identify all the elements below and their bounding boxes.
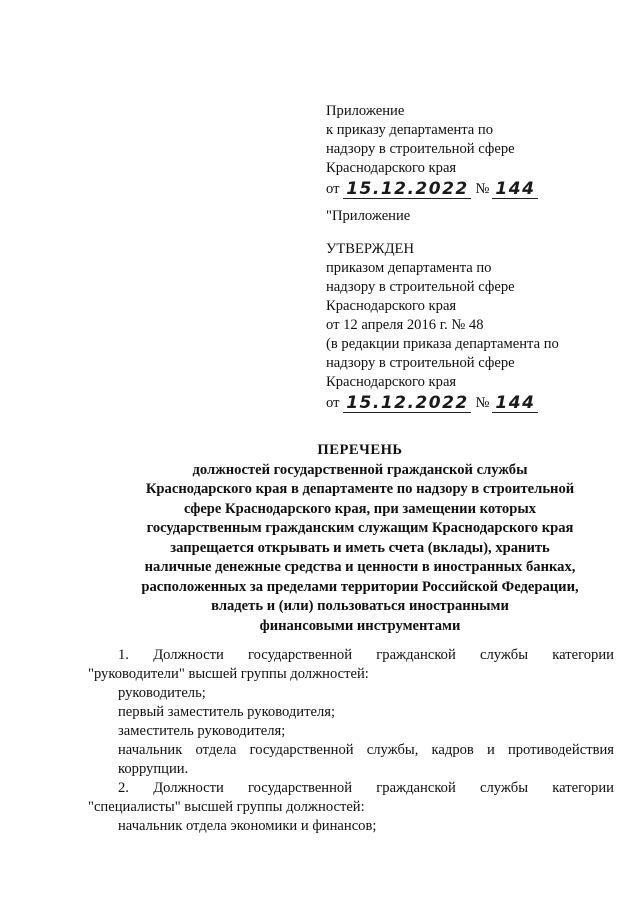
title-line: Краснодарского края в департаменте по надзору в строительной xyxy=(145,481,575,497)
item-1-continuation: "руководители" высшей группы должностей: xyxy=(88,666,369,682)
item-number: 1. xyxy=(118,647,129,663)
date-prefix: от xyxy=(326,181,340,197)
item-word: категории xyxy=(552,647,614,663)
item-2-continuation: "специалисты" высшей группы должностей: xyxy=(88,799,365,815)
title-line: запрещается открывать и иметь счета (вклады), хранить xyxy=(170,539,550,556)
handwritten-number: 144 xyxy=(492,180,538,199)
title-line: государственным гражданским служащим Краснодарского края xyxy=(146,520,574,536)
list-item: начальник отдела экономики и финансов; xyxy=(118,818,377,834)
approved-line: (в редакции приказа департамента по xyxy=(326,336,559,352)
appendix-header xyxy=(326,102,626,199)
approved-line: надзору в строительной сфере xyxy=(326,279,515,295)
list-item: заместитель руководителя; xyxy=(118,723,286,739)
handwritten-date: 15.12.2022 xyxy=(343,180,471,199)
appendix-line: к приказу департамента по xyxy=(326,122,494,138)
document-title xyxy=(100,441,620,636)
item-word: службы xyxy=(480,780,529,796)
title-heading: ПЕРЕЧЕНЬ xyxy=(317,442,403,458)
item-2-heading xyxy=(88,779,614,798)
list-item: первый заместитель руководителя; xyxy=(118,704,336,720)
item-word: гражданской xyxy=(376,647,456,663)
approved-block xyxy=(326,240,626,413)
title-line: должностей государственной гражданской службы xyxy=(192,461,528,478)
item-word: государственной xyxy=(248,780,353,796)
appendix-label: Приложение xyxy=(326,103,405,119)
handwritten-date: 15.12.2022 xyxy=(343,394,471,413)
quoted-appendix xyxy=(326,207,626,226)
item-word: категории xyxy=(552,780,614,796)
title-line: владеть и (или) пользоваться иностранными xyxy=(211,598,509,614)
number-sign: № xyxy=(475,181,490,197)
order-date-line xyxy=(326,178,626,199)
approved-line: приказом департамента по xyxy=(326,260,492,276)
approved-title: УТВЕРЖДЕН xyxy=(326,241,414,257)
item-1-heading xyxy=(88,646,614,665)
title-line: расположенных за пределами территории Российской Федерации, xyxy=(141,578,579,595)
date-prefix: от xyxy=(326,395,340,411)
item-word: гражданской xyxy=(376,780,456,796)
item-word: Должности xyxy=(153,780,224,796)
item-word: государственной xyxy=(248,647,353,663)
approved-line: надзору в строительной сфере xyxy=(326,355,515,371)
item-word: Должности xyxy=(153,647,224,663)
approved-line: Краснодарского края xyxy=(326,374,457,390)
appendix-line: Краснодарского края xyxy=(326,160,457,176)
quoted-appendix-label: "Приложение xyxy=(326,208,411,224)
appendix-line: надзору в строительной сфере xyxy=(326,141,515,157)
item-number: 2. xyxy=(118,780,129,796)
item-word: службы xyxy=(480,647,529,663)
title-line: сфере Краснодарского края, при замещении которых xyxy=(183,500,537,517)
approved-date-line xyxy=(326,392,626,413)
title-line: финансовыми инструментами xyxy=(259,617,461,634)
list-item-long: начальник отдела государственной службы, кадров и противодействия коррупции. xyxy=(118,742,614,777)
approved-line: от 12 апреля 2016 г. № 48 xyxy=(326,317,484,333)
handwritten-number: 144 xyxy=(492,394,538,413)
document-body xyxy=(88,646,614,836)
approved-line: Краснодарского края xyxy=(326,298,457,314)
title-line: наличные денежные средства и ценности в иностранных банках, xyxy=(144,559,576,575)
list-item: руководитель; xyxy=(118,685,206,701)
number-sign: № xyxy=(475,395,490,411)
